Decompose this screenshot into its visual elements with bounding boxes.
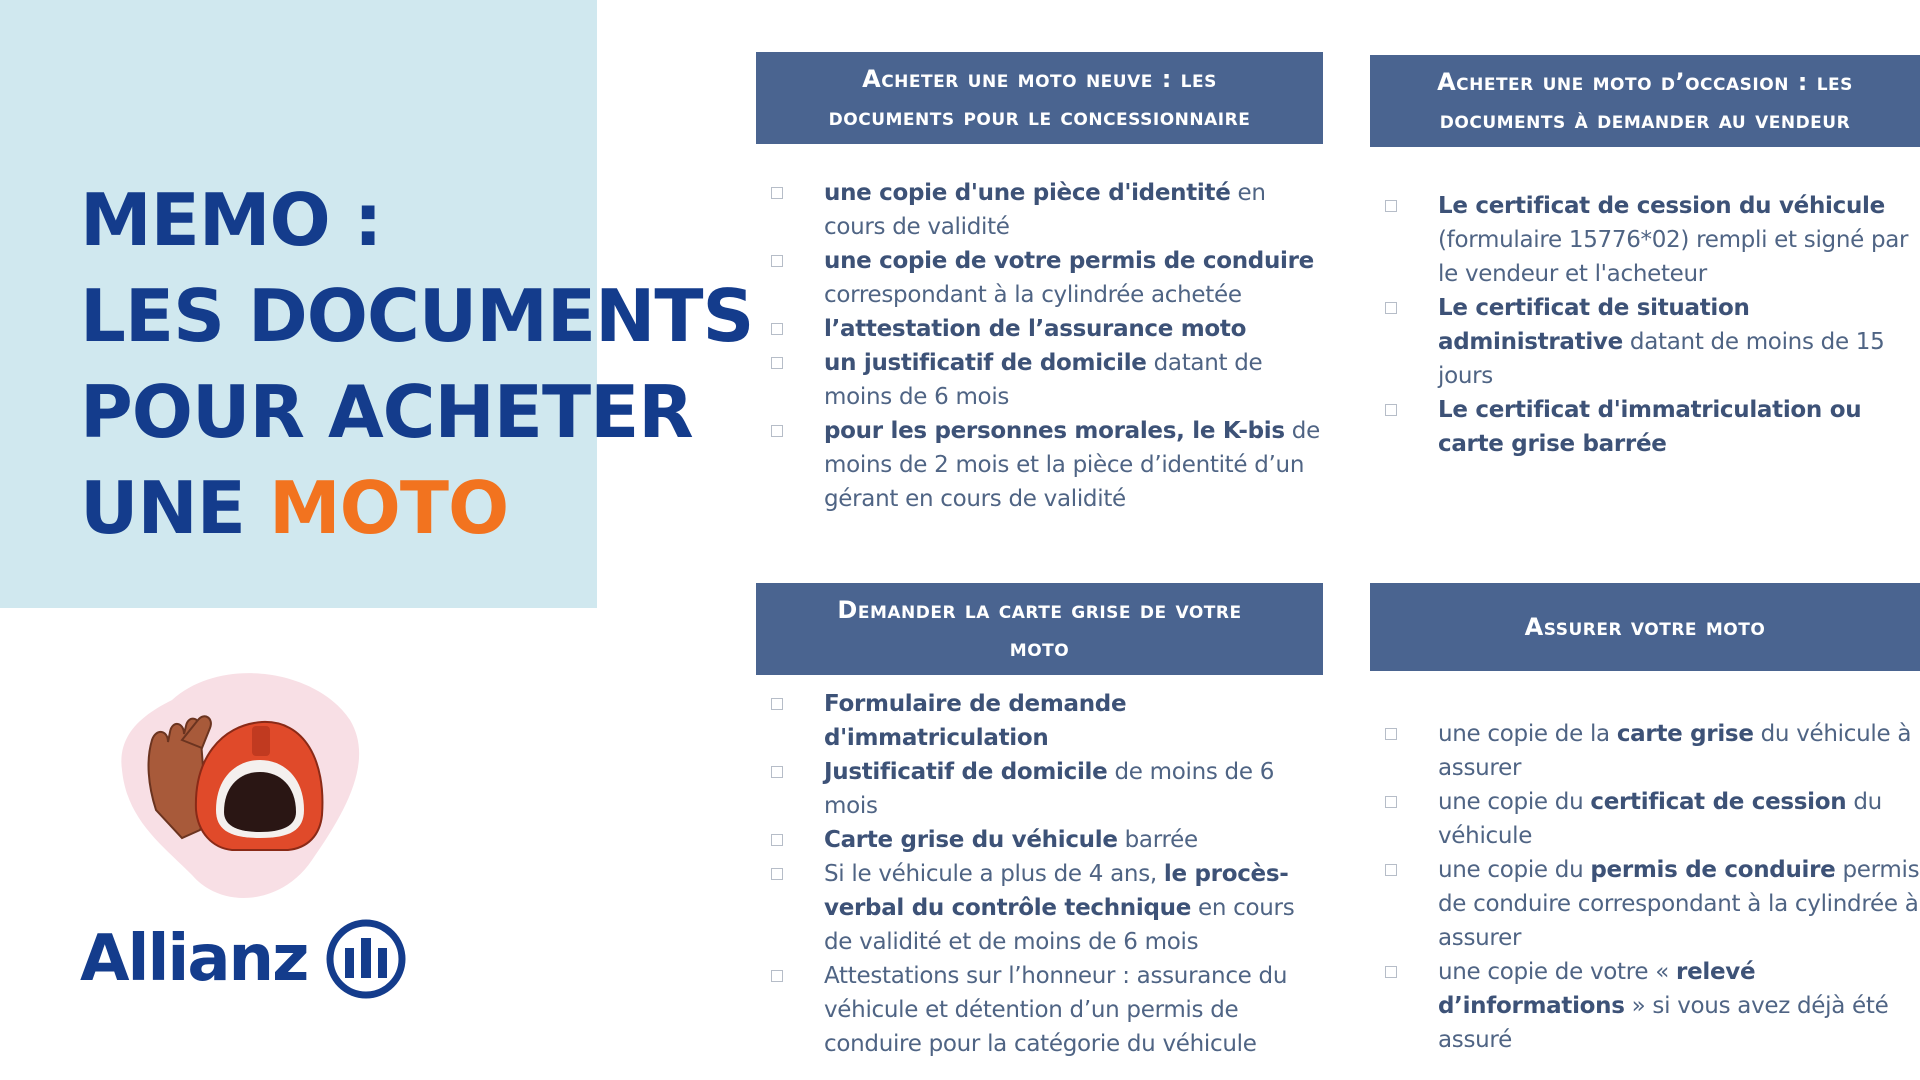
item-text: datant de moins de 6 mois (824, 350, 1263, 410)
item-bold: relevé d’informations (1438, 959, 1756, 1019)
item-bold: une copie de votre permis de conduire (824, 248, 1314, 274)
title-line-4-prefix: UNE (80, 466, 269, 550)
document-checklist (756, 176, 1323, 516)
item-text: une copie du (1438, 789, 1591, 815)
item-bold: le procès-verbal du contrôle technique (824, 861, 1289, 921)
checkbox-icon (1385, 796, 1397, 808)
logo-text: Allianz (80, 922, 308, 996)
item-text: barrée (1117, 827, 1198, 853)
item-text: du véhicule (1438, 789, 1882, 849)
item-text: de moins de 6 mois (824, 759, 1275, 819)
checklist-item (756, 244, 1323, 312)
section-insurance (1370, 583, 1920, 1057)
item-bold: une copie d'une pièce d'identité (824, 180, 1231, 206)
document-checklist (1370, 717, 1920, 1057)
item-text: de moins de 2 mois et la pièce d’identité d’un gérant en cours de validité (824, 418, 1320, 512)
checkbox-icon (771, 357, 783, 369)
checkbox-icon (771, 698, 783, 710)
checkbox-icon (771, 970, 783, 982)
header-line-2: documents à demander au vendeur (1439, 106, 1851, 134)
header-line-1: Acheter une moto neuve : les (862, 65, 1217, 93)
item-text: (formulaire 15776*02) rempli et signé par le vendeur et l'acheteur (1438, 227, 1909, 287)
title-line-2: LES DOCUMENTS (80, 274, 754, 358)
checklist-item (756, 755, 1323, 823)
header-line-1: Demander la carte grise de votre (837, 596, 1242, 624)
checklist-item (1370, 955, 1920, 1057)
section-new-motorcycle (756, 52, 1323, 516)
item-bold: Le certificat de cession du véhicule (1438, 193, 1885, 219)
allianz-eagle-icon (325, 918, 407, 1000)
section-registration (756, 583, 1323, 1061)
checklist-item (1370, 853, 1920, 955)
checklist-item (756, 687, 1323, 755)
checklist-item (1370, 785, 1920, 853)
item-bold: Carte grise du véhicule (824, 827, 1118, 853)
item-text: une copie de la (1438, 721, 1617, 747)
section-header (756, 52, 1323, 144)
section-used-motorcycle (1370, 55, 1920, 461)
document-checklist (756, 687, 1323, 1061)
item-text: Attestations sur l’honneur : assurance du véhicule et détention d’un permis de conduire pour la catégorie du véhicule (824, 963, 1288, 1057)
checklist-item (756, 312, 1323, 346)
item-bold: Formulaire de demande d'immatriculation (824, 691, 1127, 751)
page-title (80, 172, 753, 556)
item-text: » si vous avez déjà été assuré (1438, 993, 1889, 1053)
item-text: du véhicule à assurer (1438, 721, 1912, 781)
header-line-2: documents pour le concessionnaire (828, 103, 1251, 131)
checklist-item (756, 823, 1323, 857)
item-bold: un justificatif de domicile (824, 350, 1147, 376)
item-bold: carte grise (1616, 721, 1754, 747)
item-text: en cours de validité et de moins de 6 mois (824, 895, 1295, 955)
checklist-item (1370, 189, 1920, 291)
header-line-1: Assurer votre moto (1524, 613, 1766, 641)
checklist-item (756, 346, 1323, 414)
item-text: Si le véhicule a plus de 4 ans, (824, 861, 1164, 887)
document-checklist (1370, 189, 1920, 461)
checklist-item (756, 959, 1323, 1061)
item-text: permis de conduire correspondant à la cylindrée à assurer (1438, 857, 1920, 951)
checklist-item (1370, 291, 1920, 393)
checklist-item (756, 857, 1323, 959)
checkbox-icon (771, 868, 783, 880)
checkbox-icon (771, 323, 783, 335)
checkbox-icon (1385, 864, 1397, 876)
checkbox-icon (1385, 404, 1397, 416)
item-bold: Le certificat de situation administrative (1438, 295, 1750, 355)
item-bold: certificat de cession (1590, 789, 1847, 815)
item-text: datant de moins de 15 jours (1438, 329, 1885, 389)
allianz-logo (80, 918, 407, 1000)
item-text: correspondant à la cylindrée achetée (824, 282, 1242, 308)
section-header (1370, 55, 1920, 147)
checkbox-icon (771, 766, 783, 778)
checkbox-icon (771, 187, 783, 199)
item-bold: pour les personnes morales, le K-bis (824, 418, 1285, 444)
title-line-3: POUR ACHETER (80, 370, 693, 454)
checkbox-icon (1385, 966, 1397, 978)
checkbox-icon (771, 834, 783, 846)
helmet-and-gloves-icon (112, 660, 372, 910)
item-text: une copie de votre « (1438, 959, 1677, 985)
item-bold: l’attestation de l’assurance moto (824, 316, 1247, 342)
checkbox-icon (1385, 302, 1397, 314)
checkbox-icon (1385, 728, 1397, 740)
title-line-1: MEMO : (80, 178, 382, 262)
title-accent-moto: MOTO (268, 466, 509, 550)
item-bold: Le certificat d'immatriculation ou carte grise barrée (1438, 397, 1862, 457)
section-header (756, 583, 1323, 675)
checkbox-icon (1385, 200, 1397, 212)
checkbox-icon (771, 255, 783, 267)
item-text: en cours de validité (824, 180, 1266, 240)
item-text: une copie du (1438, 857, 1591, 883)
checklist-item (1370, 717, 1920, 785)
section-header (1370, 583, 1920, 671)
header-line-2: moto (1009, 634, 1070, 662)
header-line-1: Acheter une moto d’occasion : les (1437, 68, 1853, 96)
checkbox-icon (771, 425, 783, 437)
checklist-item (756, 176, 1323, 244)
checklist-item (756, 414, 1323, 516)
item-bold: permis de conduire (1590, 857, 1836, 883)
item-bold: Justificatif de domicile (824, 759, 1108, 785)
checklist-item (1370, 393, 1920, 461)
